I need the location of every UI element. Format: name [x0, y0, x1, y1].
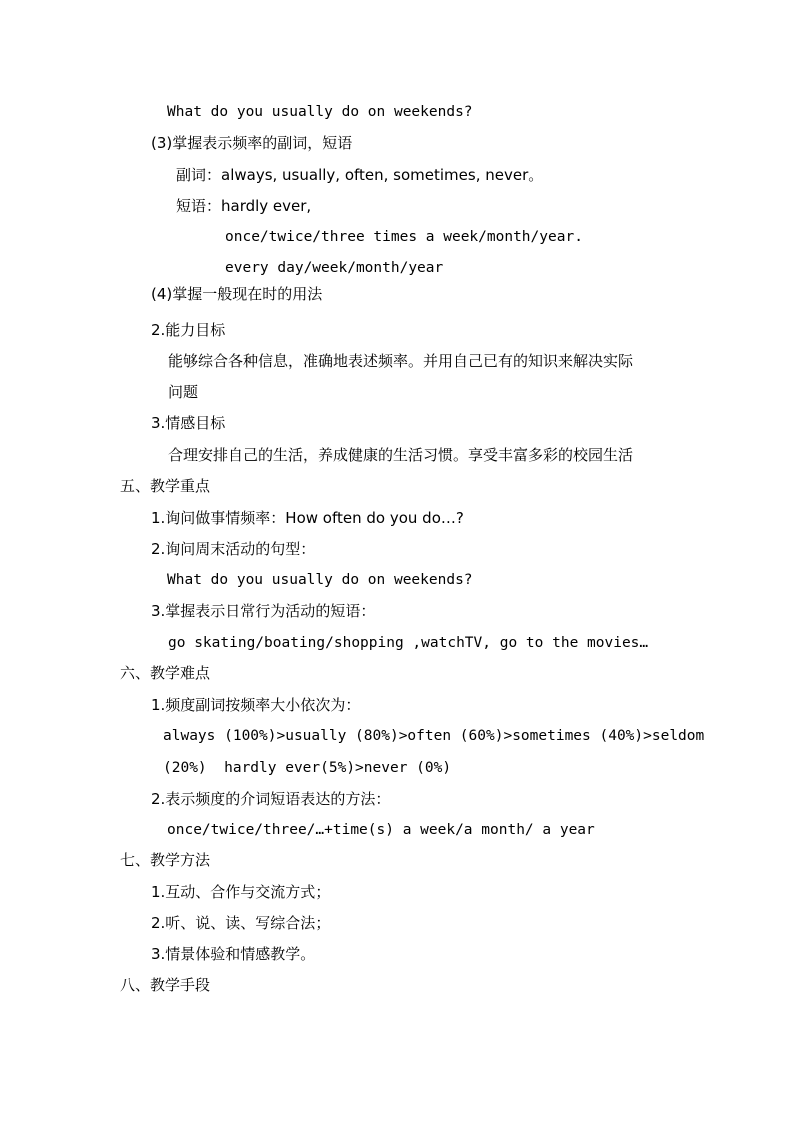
- focus-item-3-example: go skating/boating/shopping ,watchTV, go to the movies…: [168, 635, 649, 651]
- frequency-ranking-line-2: (20%) hardly ever(5%)>never (0%): [163, 760, 452, 776]
- method-item-3: 3.情景体验和情感教学。: [151, 945, 316, 963]
- adverbs-list: 副词：always, usually, often, sometimes, never。: [176, 166, 544, 184]
- section-teaching-methods: 七、教学方法: [120, 851, 211, 869]
- focus-item-3: 3.掌握表示日常行为活动的短语：: [151, 602, 376, 620]
- objective-present-tense: (4)掌握一般现在时的用法: [151, 285, 323, 303]
- phrases-times-per-period: once/twice/three times a week/month/year.: [225, 229, 583, 245]
- section-teaching-focus: 五、教学重点: [120, 477, 211, 495]
- focus-item-1: 1.询问做事情频率：How often do you do…?: [151, 509, 464, 527]
- focus-item-2: 2.询问周末活动的句型：: [151, 540, 316, 558]
- section-teaching-difficulties: 六、教学难点: [120, 664, 211, 682]
- frequency-ranking-line-1: always (100%)>usually (80%)>often (60%)>sometimes (40%)>seldom: [163, 728, 705, 744]
- question-usually-weekends: What do you usually do on weekends?: [167, 104, 473, 120]
- phrases-list-start: 短语：hardly ever,: [176, 197, 312, 215]
- objective-frequency-adverbs-heading: (3)掌握表示频率的副词，短语: [151, 134, 353, 152]
- phrases-every: every day/week/month/year: [225, 260, 444, 276]
- difficulty-item-1: 1.频度副词按频率大小依次为：: [151, 696, 361, 714]
- emotion-goal-text: 合理安排自己的生活，养成健康的生活习惯。享受丰富多彩的校园生活: [168, 446, 634, 464]
- difficulty-item-2-example: once/twice/three/…+time(s) a week/a month/ a year: [167, 822, 595, 838]
- method-item-1: 1.互动、合作与交流方式；: [151, 883, 331, 901]
- ability-goal-text-cont: 问题: [168, 383, 199, 401]
- emotion-goal-heading: 3.情感目标: [151, 414, 226, 432]
- method-item-2: 2.听、说、读、写综合法；: [151, 914, 331, 932]
- difficulty-item-2: 2.表示频度的介词短语表达的方法：: [151, 790, 391, 808]
- ability-goal-heading: 2.能力目标: [151, 321, 226, 339]
- focus-item-2-example: What do you usually do on weekends?: [167, 572, 473, 588]
- section-teaching-means: 八、教学手段: [120, 976, 211, 994]
- ability-goal-text: 能够综合各种信息，准确地表述频率。并用自己已有的知识来解决实际: [168, 352, 634, 370]
